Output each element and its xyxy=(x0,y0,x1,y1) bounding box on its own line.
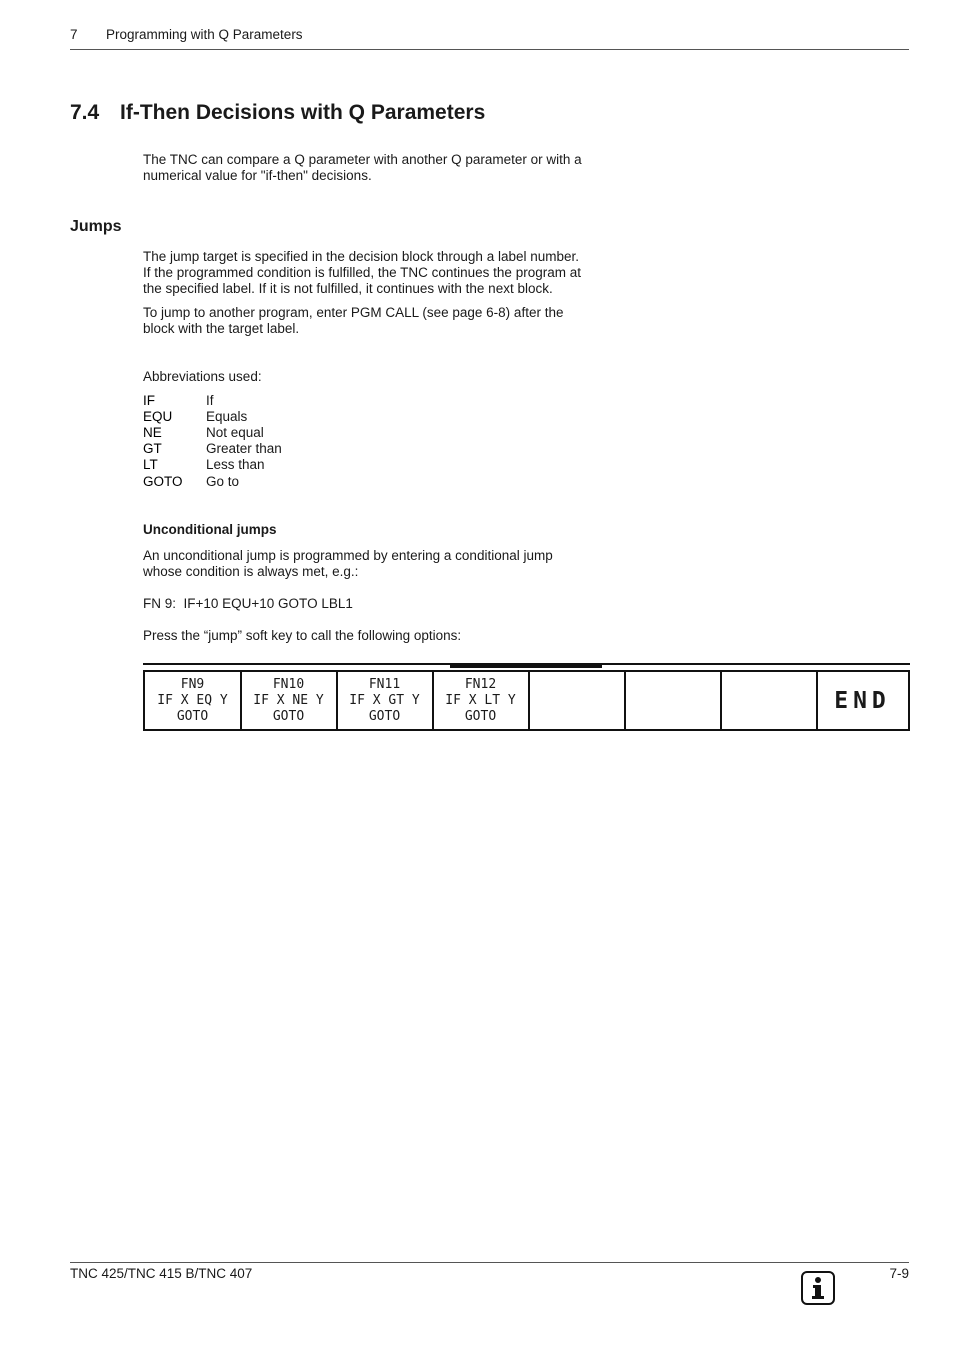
abbreviation-code: LT xyxy=(143,457,158,472)
abbreviation-meaning: Less than xyxy=(206,457,265,472)
softkey-fn11[interactable] xyxy=(337,672,434,729)
intro-line: numerical value for "if-then" decisions. xyxy=(143,168,372,183)
softkey-row xyxy=(143,670,910,731)
abbreviation-row xyxy=(143,474,239,490)
paragraph-line: whose condition is always met, e.g.: xyxy=(143,564,359,579)
footer-rule xyxy=(70,1262,909,1263)
section-number: 7.4 xyxy=(70,101,100,124)
softkey-empty-7[interactable] xyxy=(721,672,818,729)
softkey-label-line: IF X EQ Y xyxy=(157,692,228,708)
paragraph-line: To jump to another program, enter PGM CALL (see page 6-8) after the xyxy=(143,305,564,320)
paragraph-line: block with the target label. xyxy=(143,321,300,336)
unconditional-jumps-heading: Unconditional jumps xyxy=(143,522,277,537)
jumps-paragraph-2 xyxy=(143,305,633,337)
footer-page-number: 7-9 xyxy=(889,1266,909,1281)
softkey-label-line: FN9 xyxy=(180,676,205,692)
softkey-bar xyxy=(143,663,910,731)
footer-models: TNC 425/TNC 415 B/TNC 407 xyxy=(70,1266,253,1281)
abbreviation-meaning: Greater than xyxy=(206,441,282,456)
abbreviations-label: Abbreviations used: xyxy=(143,369,262,384)
header-rule xyxy=(70,49,909,50)
softkey-page-indicator xyxy=(450,665,602,668)
section-title-text: If-Then Decisions with Q Parameters xyxy=(120,101,486,124)
info-icon xyxy=(801,1271,835,1305)
softkey-fn9[interactable] xyxy=(145,672,242,729)
paragraph-line: If the programmed condition is fulfilled, the TNC continues the program at xyxy=(143,265,581,280)
softkey-end[interactable] xyxy=(817,672,908,729)
abbreviation-code: GT xyxy=(143,441,162,456)
info-icon-glyph xyxy=(803,1273,833,1303)
intro-line: The TNC can compare a Q parameter with another Q parameter or with a xyxy=(143,152,582,167)
abbreviation-row xyxy=(143,409,247,425)
chapter-title: Programming with Q Parameters xyxy=(106,27,303,42)
softkey-label-line: GOTO xyxy=(464,708,497,724)
chapter-number: 7 xyxy=(70,27,78,42)
softkey-label-line: GOTO xyxy=(368,708,401,724)
jumps-paragraph-1 xyxy=(143,249,633,297)
abbreviation-meaning: Go to xyxy=(206,474,240,489)
abbreviation-row xyxy=(143,425,264,441)
paragraph-line: the specified label. If it is not fulfilled, it continues with the next block. xyxy=(143,281,553,296)
softkey-label-line: END xyxy=(834,687,891,714)
softkey-label-line: FN11 xyxy=(368,676,401,692)
softkey-fn12[interactable] xyxy=(433,672,530,729)
intro-paragraph xyxy=(143,152,633,184)
softkey-label-line: IF X LT Y xyxy=(445,692,516,708)
abbreviation-code: GOTO xyxy=(143,474,183,489)
example-code: FN 9: IF+10 EQU+10 GOTO LBL1 xyxy=(143,596,353,611)
softkey-fn10[interactable] xyxy=(241,672,338,729)
press-instruction: Press the “jump” soft key to call the following options: xyxy=(143,628,462,643)
softkey-label-line: GOTO xyxy=(176,708,209,724)
paragraph-line: An unconditional jump is programmed by entering a conditional jump xyxy=(143,548,553,563)
softkey-label-line: IF X NE Y xyxy=(253,692,324,708)
softkey-label-line: FN12 xyxy=(464,676,497,692)
section-title xyxy=(70,101,485,125)
paragraph-line: The jump target is specified in the decision block through a label number. xyxy=(143,249,580,264)
abbreviation-meaning: Equals xyxy=(206,409,248,424)
jumps-heading: Jumps xyxy=(70,218,122,235)
abbreviation-row xyxy=(143,393,214,409)
abbreviation-meaning: If xyxy=(206,393,214,408)
abbreviation-code: IF xyxy=(143,393,155,408)
abbreviation-meaning: Not equal xyxy=(206,425,264,440)
softkey-label-line: IF X GT Y xyxy=(349,692,420,708)
softkey-label-line: FN10 xyxy=(272,676,305,692)
abbreviation-row xyxy=(143,441,282,457)
running-header xyxy=(70,27,303,43)
softkey-label-line: GOTO xyxy=(272,708,305,724)
abbreviation-code: EQU xyxy=(143,409,173,424)
abbreviation-row xyxy=(143,457,265,473)
unconditional-paragraph xyxy=(143,548,633,580)
softkey-empty-5[interactable] xyxy=(529,672,626,729)
abbreviation-code: NE xyxy=(143,425,162,440)
softkey-empty-6[interactable] xyxy=(625,672,722,729)
